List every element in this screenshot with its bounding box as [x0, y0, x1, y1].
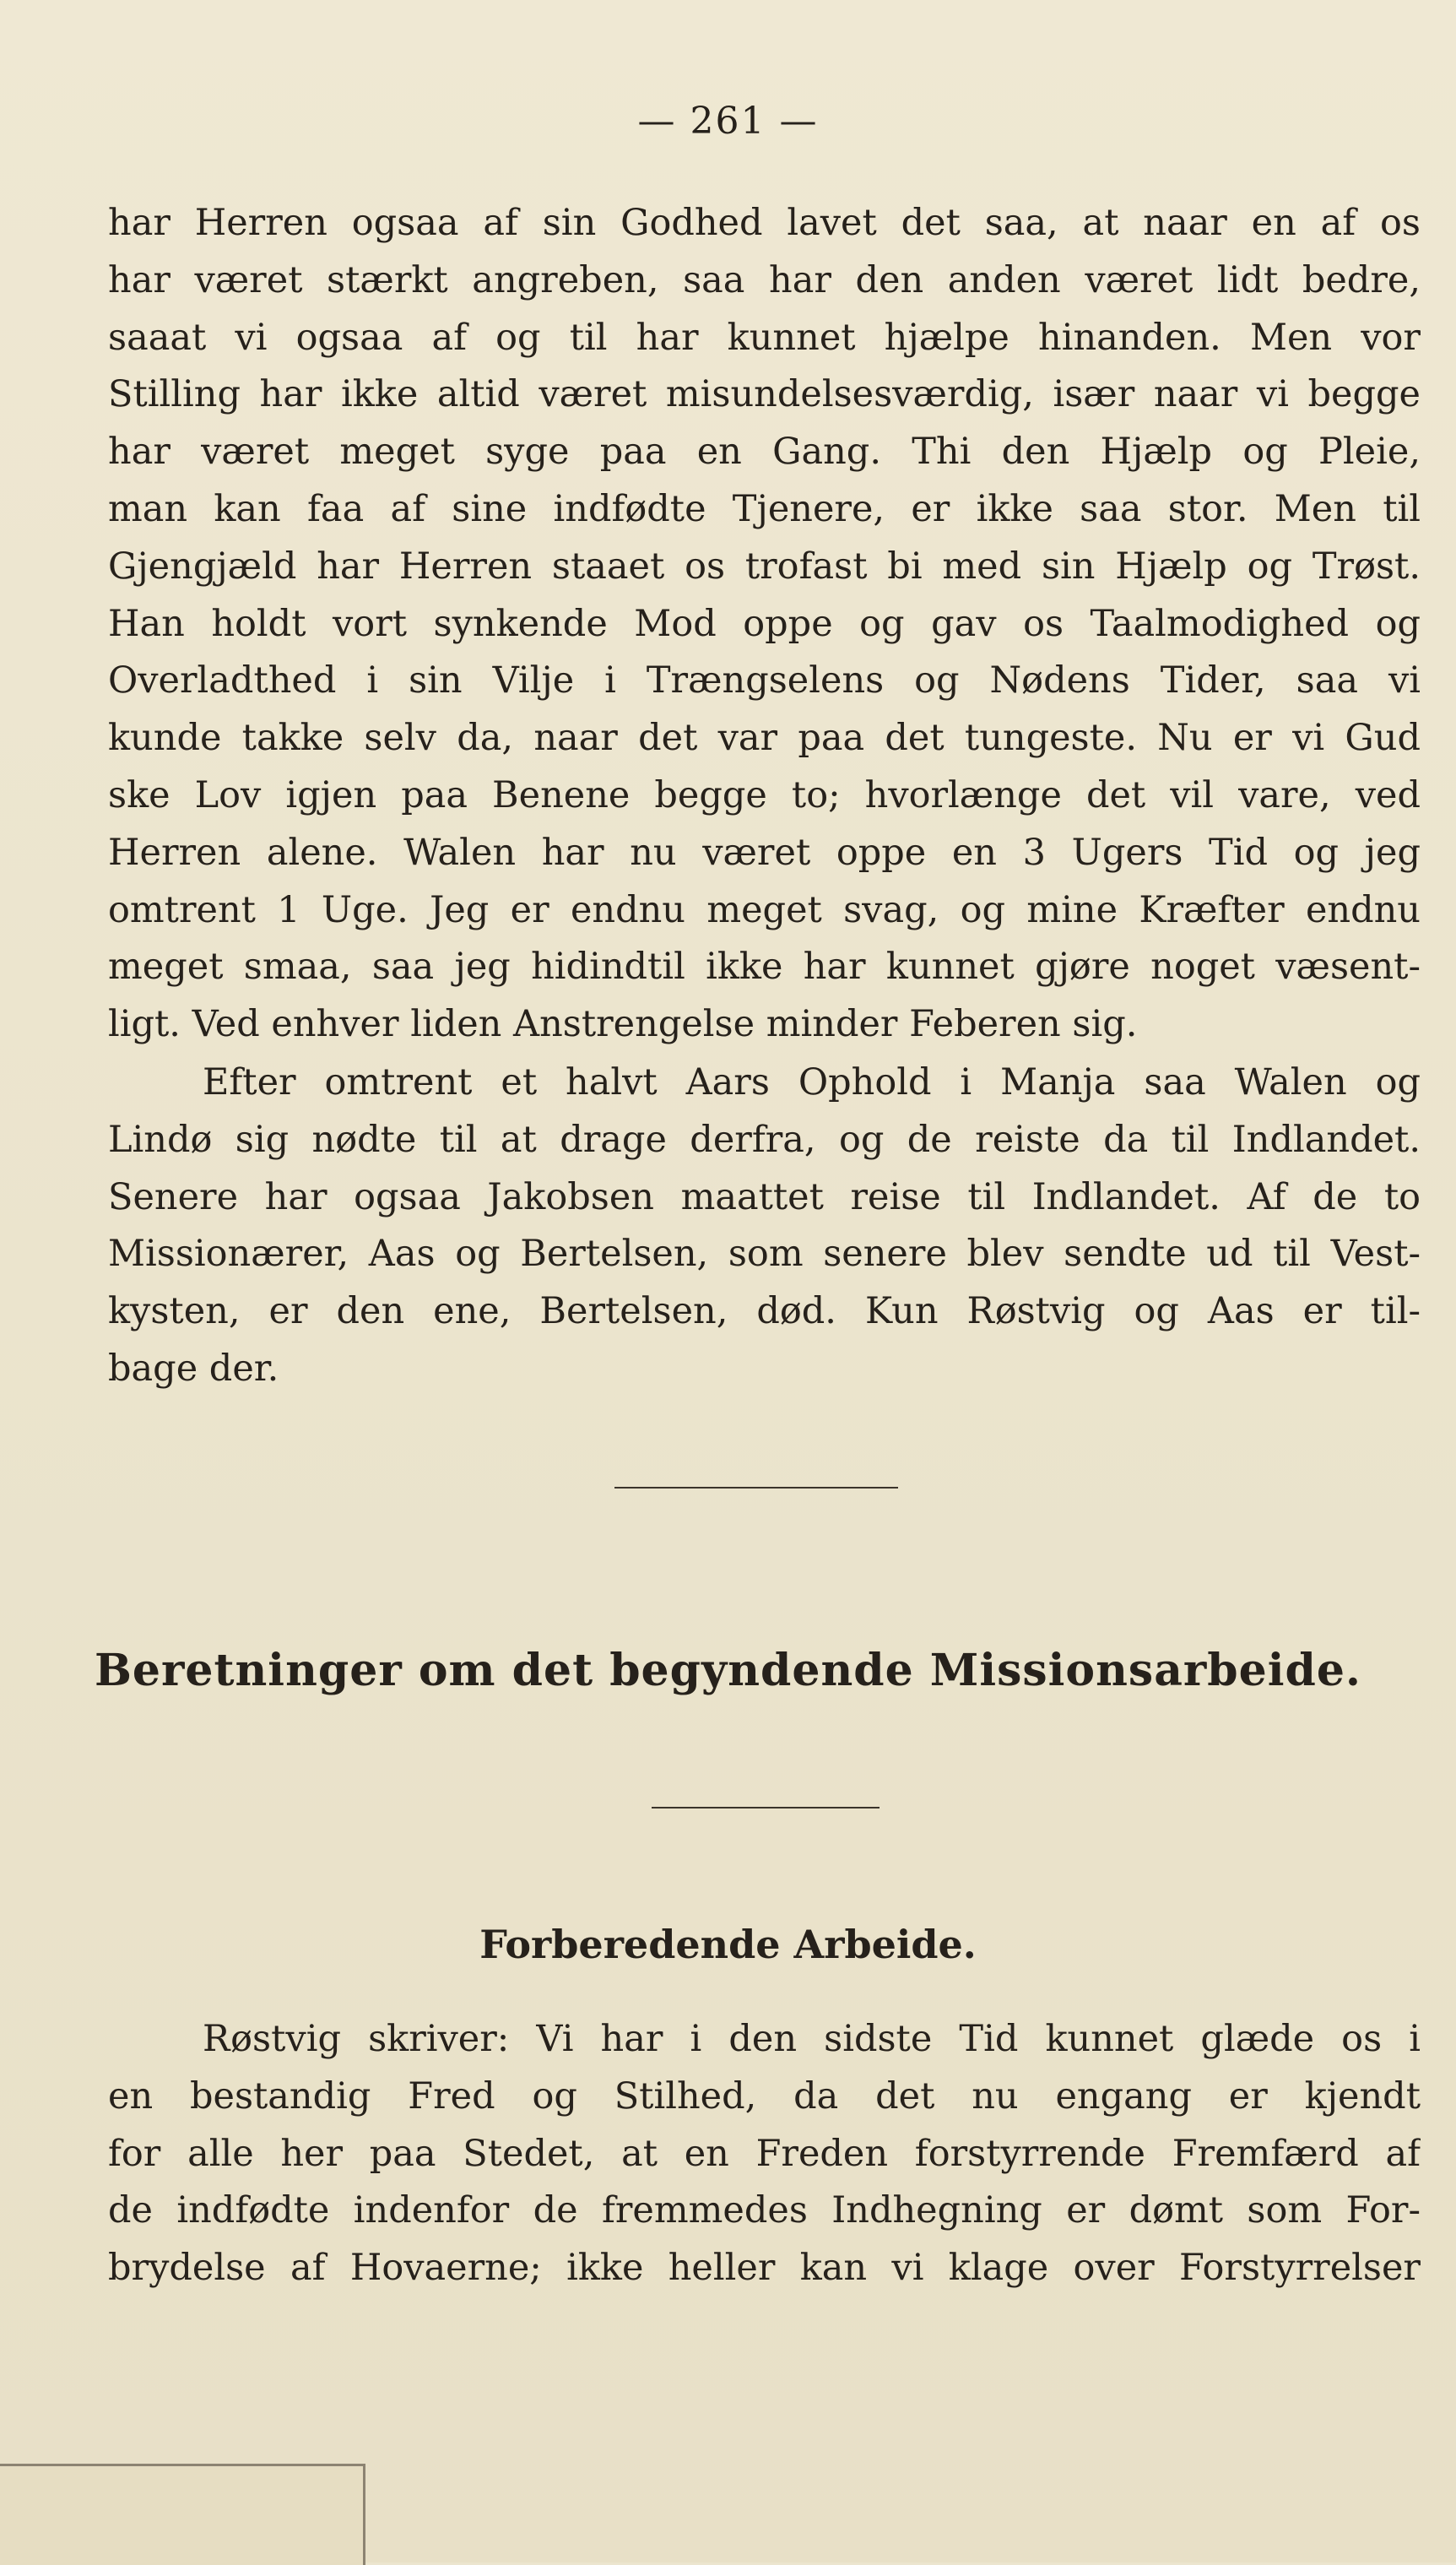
text-line: har været stærkt angreben, saa har den anden været lidt bedre,	[108, 258, 1421, 301]
text-line: Overladthed i sin Vilje i Trængselens og Nødens Tider, saa vi	[108, 659, 1421, 702]
text-line: Lindø sig nødte til at drage derfra, og de reiste da til Indlandet.	[108, 1118, 1421, 1161]
text-line: meget smaa, saa jeg hidindtil ikke har kunnet gjøre noget væsent-	[108, 946, 1421, 989]
paragraph-departures	[108, 1055, 1421, 1398]
text-line: har været meget syge paa en Gang. Thi den Hjælp og Pleie,	[108, 431, 1421, 474]
text-line: en bestandig Fred og Stilhed, da det nu engang er kjendt	[108, 2074, 1421, 2118]
text-line: brydelse af Hovaerne; ikke heller kan vi klage over Forstyrrelser	[108, 2247, 1421, 2290]
text-line: omtrent 1 Uge. Jeg er endnu meget svag, og mine Kræfter endnu	[108, 888, 1421, 931]
text-line: bage der.	[108, 1347, 279, 1390]
text-line: Missionærer, Aas og Bertelsen, som senere blev sendte ud til Vest-	[108, 1233, 1421, 1276]
text-line: saaat vi ogsaa af og til har kunnet hjælpe hinanden. Men vor	[108, 316, 1421, 359]
text-line: Senere har ogsaa Jakobsen maattet reise til Indlandet. Af de to	[108, 1175, 1421, 1218]
text-line: ligt. Ved enhver liden Anstrengelse minder Feberen sig.	[108, 1003, 1138, 1046]
text-line: ske Lov igjen paa Benene begge to; hvorlænge det vil vare, ved	[108, 773, 1421, 816]
text-line: Røstvig skriver: Vi har i den sidste Tid kunnet glæde os i	[203, 2018, 1421, 2060]
page-corner-edge	[0, 2464, 365, 2565]
text-line: for alle her paa Stedet, at en Freden forstyrrende Fremfærd af	[108, 2132, 1421, 2175]
text-line: Gjengjæld har Herren staaet os trofast bi med sin Hjælp og Trøst.	[108, 545, 1421, 588]
text-line: Efter omtrent et halvt Aars Ophold i Manja saa Walen og	[203, 1061, 1421, 1104]
section-divider	[614, 1487, 898, 1489]
text-line: har Herren ogsaa af sin Godhed lavet det saa, at naar en af os	[108, 202, 1421, 244]
section-heading: Beretninger om det begyndende Missionsarbeide.	[94, 1645, 1362, 1696]
text-line: de indfødte indenfor de fremmedes Indhegning er dømt som For-	[108, 2189, 1421, 2232]
text-line: Stilling har ikke altid været misundelsesværdig, især naar vi begge	[108, 373, 1421, 416]
paragraph-continuation	[108, 195, 1421, 1054]
text-line: Han holdt vort synkende Mod oppe og gav os Taalmodighed og	[108, 602, 1421, 645]
page-number: — 261 —	[637, 100, 819, 143]
heading-divider	[652, 1807, 880, 1809]
text-line: man kan faa af sine indfødte Tjenere, er ikke saa stor. Men til	[108, 487, 1421, 530]
text-line: kunde takke selv da, naar det var paa det tungeste. Nu er vi Gud	[108, 717, 1421, 760]
paragraph-rostvig	[108, 2011, 1421, 2297]
subsection-heading: Forberedende Arbeide.	[479, 1922, 977, 1967]
text-line: Herren alene. Walen har nu været oppe en 3 Ugers Tid og jeg	[108, 831, 1421, 874]
text-line: kysten, er den ene, Bertelsen, død. Kun Røstvig og Aas er til-	[108, 1290, 1421, 1333]
